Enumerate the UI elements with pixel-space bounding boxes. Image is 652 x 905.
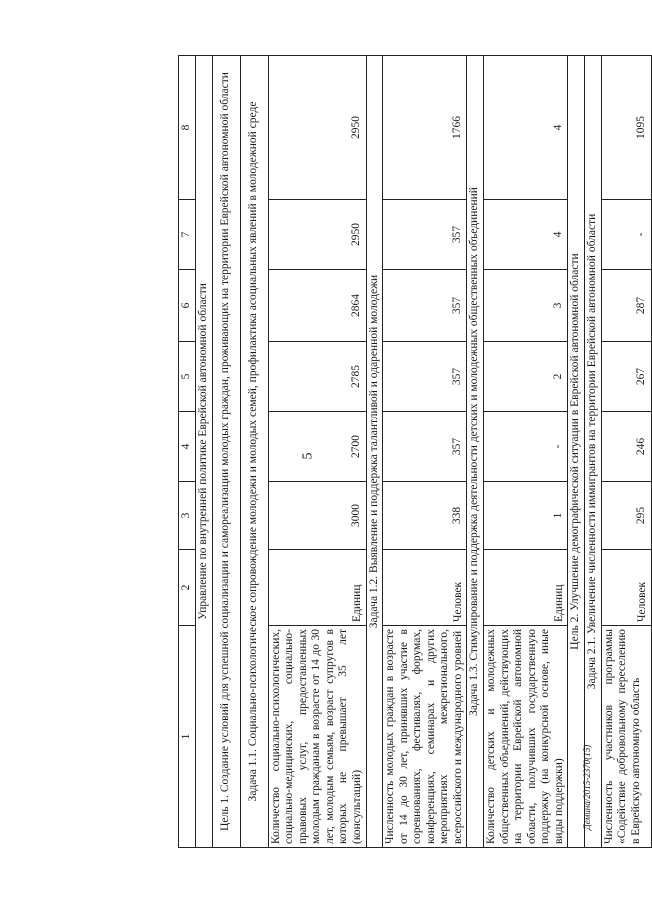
unit-cell: Единиц: [268, 550, 366, 626]
header-cell-4: 4: [179, 412, 196, 482]
value-cell: -: [484, 412, 568, 482]
header-cell-5: 5: [179, 342, 196, 412]
value-cell: 357: [383, 270, 467, 342]
section-title: Задача 1.1. Социально-психологическое сопровождение молодежи и молодых семей, профилактика асоциальных явлений в молодежной среде: [240, 56, 268, 848]
value-cell: 3: [484, 270, 568, 342]
value-cell: 357: [383, 412, 467, 482]
section-row: [240, 56, 268, 848]
value-cell: 2785: [268, 342, 366, 412]
value-cell: 1: [484, 482, 568, 550]
section-title: Задача 1.3. Стимулирование и поддержка деятельности детских и молодежных общественных объединений: [467, 56, 484, 848]
value-cell: 2864: [268, 270, 366, 342]
section-row: [584, 56, 601, 848]
indicator-name: Численность участников программы «Содействие добровольному переселению в Еврейскую автономную область: [601, 626, 651, 848]
table-row: [383, 56, 467, 848]
value-cell: 267: [601, 342, 651, 412]
table-row: [601, 56, 651, 848]
table-row: [268, 56, 366, 848]
value-cell: 1766: [383, 56, 467, 200]
unit-cell: Единиц: [484, 550, 568, 626]
section-title: Задача 1.2. Выявление и поддержка талантливой и одаренной молодежи: [366, 56, 383, 848]
page-number: 5: [300, 452, 316, 460]
unit-cell: Человек: [383, 550, 467, 626]
rotated-table-container: [178, 56, 648, 848]
table-row: [484, 56, 568, 848]
section-row: [366, 56, 383, 848]
indicators-table: [178, 55, 652, 848]
indicator-name: Количество детских и молодежных общественных объединений, действующих на территории Еврейской автономной области, получивших государственную поддержку (на конкурсной основе, иные виды поддержки): [484, 626, 568, 848]
header-cell-8: 8: [179, 56, 196, 200]
section-row: [196, 56, 213, 848]
value-cell: 246: [601, 412, 651, 482]
value-cell: 1095: [601, 56, 651, 200]
value-cell: 2: [484, 342, 568, 412]
unit-cell: Человек: [601, 550, 651, 626]
header-cell-3: 3: [179, 482, 196, 550]
header-cell-6: 6: [179, 270, 196, 342]
indicator-name: Количество социально-психологических, социально-медицинских, социально-правовых услуг, предоставленных молодым гражданам в возрасте от 14 до 30 лет, молодым семьям, возраст супругов в которых не превышает 35 лет (консультаций): [268, 626, 366, 848]
value-cell: 2950: [268, 200, 366, 270]
value-cell: -: [601, 200, 651, 270]
header-row: [179, 56, 196, 848]
section-row: [568, 56, 585, 848]
value-cell: 357: [383, 342, 467, 412]
value-cell: 3000: [268, 482, 366, 550]
header-cell-7: 7: [179, 200, 196, 270]
indicator-name: Численность молодых граждан в возрасте от 14 до 30 лет, принявших участие в соревнованиях, фестивалях, форумах, конференциях, семинарах и других мероприятиях межрегионального, всероссийского и международного уровней: [383, 626, 467, 848]
value-cell: 2700: [268, 412, 366, 482]
value-cell: 295: [601, 482, 651, 550]
section-title: Цель 2. Улучшение демографической ситуации в Еврейской автономной области: [568, 56, 585, 848]
value-cell: 4: [484, 56, 568, 200]
value-cell: 287: [601, 270, 651, 342]
value-cell: 357: [383, 200, 467, 270]
value-cell: 338: [383, 482, 467, 550]
section-title: Цель 1. Создание условий для успешной социализации и самореализации молодых граждан, проживающих на территории Еврейской автономной области: [212, 56, 240, 848]
section-title: Задача 2.1. Увеличение численности иммигрантов на территории Еврейской автономной области: [584, 56, 601, 848]
header-cell-2: 2: [179, 550, 196, 626]
header-cell-1: 1: [179, 626, 196, 848]
value-cell: 4: [484, 200, 568, 270]
section-title: Управление по внутренней политике Еврейской автономной области: [196, 56, 213, 848]
document-stamp: Демина/2015-2370(15): [582, 744, 592, 830]
section-row: [212, 56, 240, 848]
section-row: [467, 56, 484, 848]
value-cell: 2950: [268, 56, 366, 200]
table-body: [179, 56, 652, 848]
